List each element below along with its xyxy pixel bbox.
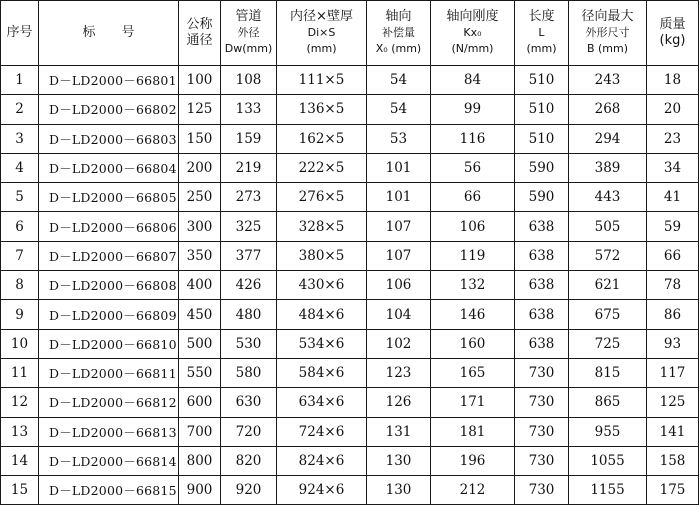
cell-inner-diameter-thickness: 380×5 <box>277 241 367 270</box>
cell-axial-compensation: 54 <box>367 66 431 95</box>
cell-nominal-diameter: 150 <box>179 124 221 153</box>
cell-index: 12 <box>1 388 39 417</box>
table-row <box>1 388 699 417</box>
table-row <box>1 329 699 358</box>
header-model-number-line: 标 号 <box>82 25 135 40</box>
cell-model-number: D－LD2000－66814 <box>39 446 179 475</box>
cell-pipe-outer-diameter: 426 <box>221 271 277 300</box>
cell-axial-compensation: 126 <box>367 388 431 417</box>
cell-axial-compensation: 101 <box>367 183 431 212</box>
cell-max-radial-size: 294 <box>569 124 647 153</box>
cell-mass: 141 <box>647 417 699 446</box>
cell-length: 730 <box>515 417 569 446</box>
header-model-number <box>39 1 179 66</box>
cell-model-number: D－LD2000－66804 <box>39 153 179 182</box>
cell-length: 638 <box>515 271 569 300</box>
table-header-row <box>1 1 699 66</box>
cell-axial-stiffness: 181 <box>431 417 515 446</box>
cell-pipe-outer-diameter: 530 <box>221 329 277 358</box>
cell-nominal-diameter: 700 <box>179 417 221 446</box>
cell-nominal-diameter: 200 <box>179 153 221 182</box>
cell-mass: 175 <box>647 476 699 505</box>
cell-pipe-outer-diameter: 580 <box>221 358 277 387</box>
cell-axial-stiffness: 165 <box>431 358 515 387</box>
table-row <box>1 446 699 475</box>
cell-axial-stiffness: 119 <box>431 241 515 270</box>
table-row <box>1 95 699 124</box>
cell-length: 638 <box>515 329 569 358</box>
cell-max-radial-size: 725 <box>569 329 647 358</box>
cell-model-number: D－LD2000－66805 <box>39 183 179 212</box>
cell-index: 4 <box>1 153 39 182</box>
header-axial-compensation <box>367 1 431 66</box>
cell-nominal-diameter: 350 <box>179 241 221 270</box>
cell-length: 730 <box>515 358 569 387</box>
cell-inner-diameter-thickness: 534×6 <box>277 329 367 358</box>
cell-nominal-diameter: 450 <box>179 300 221 329</box>
cell-axial-compensation: 107 <box>367 241 431 270</box>
cell-axial-stiffness: 160 <box>431 329 515 358</box>
cell-model-number: D－LD2000－66815 <box>39 476 179 505</box>
header-length-line: 长度 <box>528 9 555 24</box>
cell-mass: 117 <box>647 358 699 387</box>
cell-max-radial-size: 675 <box>569 300 647 329</box>
table-row <box>1 66 699 95</box>
cell-axial-compensation: 131 <box>367 417 431 446</box>
cell-pipe-outer-diameter: 133 <box>221 95 277 124</box>
header-mass <box>647 1 699 66</box>
header-mass-line: 质量 <box>659 17 686 32</box>
cell-max-radial-size: 243 <box>569 66 647 95</box>
cell-max-radial-size: 865 <box>569 388 647 417</box>
cell-length: 590 <box>515 183 569 212</box>
cell-axial-stiffness: 132 <box>431 271 515 300</box>
cell-nominal-diameter: 550 <box>179 358 221 387</box>
cell-mass: 78 <box>647 271 699 300</box>
header-nominal-diameter <box>179 1 221 66</box>
cell-axial-compensation: 104 <box>367 300 431 329</box>
cell-max-radial-size: 815 <box>569 358 647 387</box>
cell-length: 638 <box>515 300 569 329</box>
cell-inner-diameter-thickness: 584×6 <box>277 358 367 387</box>
cell-inner-diameter-thickness: 222×5 <box>277 153 367 182</box>
cell-inner-diameter-thickness: 111×5 <box>277 66 367 95</box>
cell-inner-diameter-thickness: 136×5 <box>277 95 367 124</box>
cell-index: 13 <box>1 417 39 446</box>
cell-length: 590 <box>515 153 569 182</box>
cell-index: 14 <box>1 446 39 475</box>
header-axial-stiffness <box>431 1 515 66</box>
table-row <box>1 124 699 153</box>
header-nominal-diameter-line: 公称 <box>186 17 213 32</box>
cell-axial-compensation: 123 <box>367 358 431 387</box>
cell-index: 5 <box>1 183 39 212</box>
cell-length: 730 <box>515 446 569 475</box>
cell-mass: 66 <box>647 241 699 270</box>
cell-axial-stiffness: 99 <box>431 95 515 124</box>
cell-max-radial-size: 443 <box>569 183 647 212</box>
cell-mass: 125 <box>647 388 699 417</box>
cell-length: 510 <box>515 66 569 95</box>
cell-inner-diameter-thickness: 724×6 <box>277 417 367 446</box>
cell-pipe-outer-diameter: 273 <box>221 183 277 212</box>
header-inner-diameter-thickness-line: Di×S <box>307 26 336 39</box>
cell-model-number: D－LD2000－66813 <box>39 417 179 446</box>
cell-inner-diameter-thickness: 824×6 <box>277 446 367 475</box>
cell-axial-stiffness: 196 <box>431 446 515 475</box>
cell-axial-compensation: 106 <box>367 271 431 300</box>
header-pipe-outer-diameter-line: Dw(mm) <box>224 42 273 55</box>
cell-max-radial-size: 621 <box>569 271 647 300</box>
cell-pipe-outer-diameter: 108 <box>221 66 277 95</box>
cell-nominal-diameter: 400 <box>179 271 221 300</box>
cell-model-number: D－LD2000－66807 <box>39 241 179 270</box>
cell-index: 11 <box>1 358 39 387</box>
cell-max-radial-size: 572 <box>569 241 647 270</box>
cell-nominal-diameter: 600 <box>179 388 221 417</box>
cell-nominal-diameter: 100 <box>179 66 221 95</box>
cell-axial-stiffness: 116 <box>431 124 515 153</box>
cell-axial-stiffness: 171 <box>431 388 515 417</box>
header-axial-stiffness-line: (N/mm) <box>451 42 494 55</box>
table-row <box>1 300 699 329</box>
cell-index: 6 <box>1 212 39 241</box>
header-max-radial-size-line: 径向最大 <box>581 9 634 24</box>
cell-model-number: D－LD2000－66812 <box>39 388 179 417</box>
header-max-radial-size-line: 外形尺寸 <box>585 26 630 39</box>
cell-pipe-outer-diameter: 630 <box>221 388 277 417</box>
cell-axial-compensation: 54 <box>367 95 431 124</box>
cell-inner-diameter-thickness: 430×6 <box>277 271 367 300</box>
table-row <box>1 212 699 241</box>
header-axial-stiffness-line: 轴向刚度 <box>446 9 499 24</box>
cell-mass: 34 <box>647 153 699 182</box>
cell-axial-stiffness: 106 <box>431 212 515 241</box>
cell-mass: 93 <box>647 329 699 358</box>
cell-length: 638 <box>515 241 569 270</box>
cell-nominal-diameter: 300 <box>179 212 221 241</box>
cell-max-radial-size: 389 <box>569 153 647 182</box>
cell-mass: 158 <box>647 446 699 475</box>
table-row <box>1 476 699 505</box>
cell-mass: 41 <box>647 183 699 212</box>
table-row <box>1 183 699 212</box>
cell-mass: 20 <box>647 95 699 124</box>
cell-length: 510 <box>515 95 569 124</box>
cell-pipe-outer-diameter: 720 <box>221 417 277 446</box>
cell-mass: 59 <box>647 212 699 241</box>
cell-index: 1 <box>1 66 39 95</box>
cell-nominal-diameter: 250 <box>179 183 221 212</box>
header-length-line: (mm) <box>526 42 557 55</box>
cell-model-number: D－LD2000－66806 <box>39 212 179 241</box>
cell-model-number: D－LD2000－66801 <box>39 66 179 95</box>
header-inner-diameter-thickness-line: (mm) <box>306 42 337 55</box>
header-axial-compensation-line: 补偿量 <box>382 26 415 39</box>
cell-axial-compensation: 130 <box>367 446 431 475</box>
cell-pipe-outer-diameter: 159 <box>221 124 277 153</box>
cell-axial-stiffness: 56 <box>431 153 515 182</box>
cell-axial-stiffness: 212 <box>431 476 515 505</box>
cell-axial-compensation: 102 <box>367 329 431 358</box>
cell-axial-compensation: 101 <box>367 153 431 182</box>
header-mass-line: (kg) <box>659 33 686 48</box>
cell-index: 15 <box>1 476 39 505</box>
cell-max-radial-size: 1055 <box>569 446 647 475</box>
table-row <box>1 358 699 387</box>
header-axial-stiffness-line: Kx₀ <box>463 26 482 39</box>
header-inner-diameter-thickness-line: 内径×壁厚 <box>290 9 353 24</box>
cell-max-radial-size: 505 <box>569 212 647 241</box>
table-row <box>1 271 699 300</box>
cell-inner-diameter-thickness: 484×6 <box>277 300 367 329</box>
cell-index: 7 <box>1 241 39 270</box>
cell-index: 10 <box>1 329 39 358</box>
cell-model-number: D－LD2000－66808 <box>39 271 179 300</box>
cell-model-number: D－LD2000－66810 <box>39 329 179 358</box>
cell-mass: 86 <box>647 300 699 329</box>
header-nominal-diameter-line: 通径 <box>186 33 213 48</box>
header-length <box>515 1 569 66</box>
table-row <box>1 153 699 182</box>
cell-model-number: D－LD2000－66803 <box>39 124 179 153</box>
header-axial-compensation-line: X₀ (mm) <box>375 42 422 55</box>
cell-nominal-diameter: 500 <box>179 329 221 358</box>
cell-inner-diameter-thickness: 162×5 <box>277 124 367 153</box>
header-axial-compensation-line: 轴向 <box>385 9 412 24</box>
cell-pipe-outer-diameter: 480 <box>221 300 277 329</box>
cell-length: 638 <box>515 212 569 241</box>
header-pipe-outer-diameter-line: 管道 <box>235 9 262 24</box>
cell-length: 730 <box>515 476 569 505</box>
cell-pipe-outer-diameter: 325 <box>221 212 277 241</box>
cell-max-radial-size: 1155 <box>569 476 647 505</box>
cell-axial-compensation: 107 <box>367 212 431 241</box>
cell-nominal-diameter: 125 <box>179 95 221 124</box>
header-length-line: L <box>538 26 545 39</box>
cell-index: 2 <box>1 95 39 124</box>
header-inner-diameter-thickness <box>277 1 367 66</box>
cell-axial-stiffness: 84 <box>431 66 515 95</box>
cell-max-radial-size: 955 <box>569 417 647 446</box>
cell-index: 3 <box>1 124 39 153</box>
cell-axial-compensation: 130 <box>367 476 431 505</box>
cell-model-number: D－LD2000－66811 <box>39 358 179 387</box>
cell-pipe-outer-diameter: 820 <box>221 446 277 475</box>
cell-inner-diameter-thickness: 634×6 <box>277 388 367 417</box>
cell-model-number: D－LD2000－66809 <box>39 300 179 329</box>
cell-index: 8 <box>1 271 39 300</box>
cell-inner-diameter-thickness: 328×5 <box>277 212 367 241</box>
cell-mass: 18 <box>647 66 699 95</box>
cell-length: 730 <box>515 388 569 417</box>
cell-mass: 23 <box>647 124 699 153</box>
header-max-radial-size <box>569 1 647 66</box>
cell-max-radial-size: 268 <box>569 95 647 124</box>
header-pipe-outer-diameter-line: 外径 <box>237 26 260 39</box>
cell-nominal-diameter: 800 <box>179 446 221 475</box>
table-body <box>1 66 699 505</box>
table-row <box>1 241 699 270</box>
cell-pipe-outer-diameter: 377 <box>221 241 277 270</box>
cell-axial-compensation: 53 <box>367 124 431 153</box>
header-index <box>1 1 39 66</box>
cell-index: 9 <box>1 300 39 329</box>
cell-inner-diameter-thickness: 276×5 <box>277 183 367 212</box>
cell-nominal-diameter: 900 <box>179 476 221 505</box>
cell-pipe-outer-diameter: 920 <box>221 476 277 505</box>
cell-model-number: D－LD2000－66802 <box>39 95 179 124</box>
cell-axial-stiffness: 146 <box>431 300 515 329</box>
cell-pipe-outer-diameter: 219 <box>221 153 277 182</box>
header-max-radial-size-line: B (mm) <box>586 42 629 55</box>
cell-inner-diameter-thickness: 924×6 <box>277 476 367 505</box>
cell-axial-stiffness: 66 <box>431 183 515 212</box>
table-row <box>1 417 699 446</box>
cell-length: 510 <box>515 124 569 153</box>
header-index-line: 序号 <box>6 25 33 40</box>
header-pipe-outer-diameter <box>221 1 277 66</box>
